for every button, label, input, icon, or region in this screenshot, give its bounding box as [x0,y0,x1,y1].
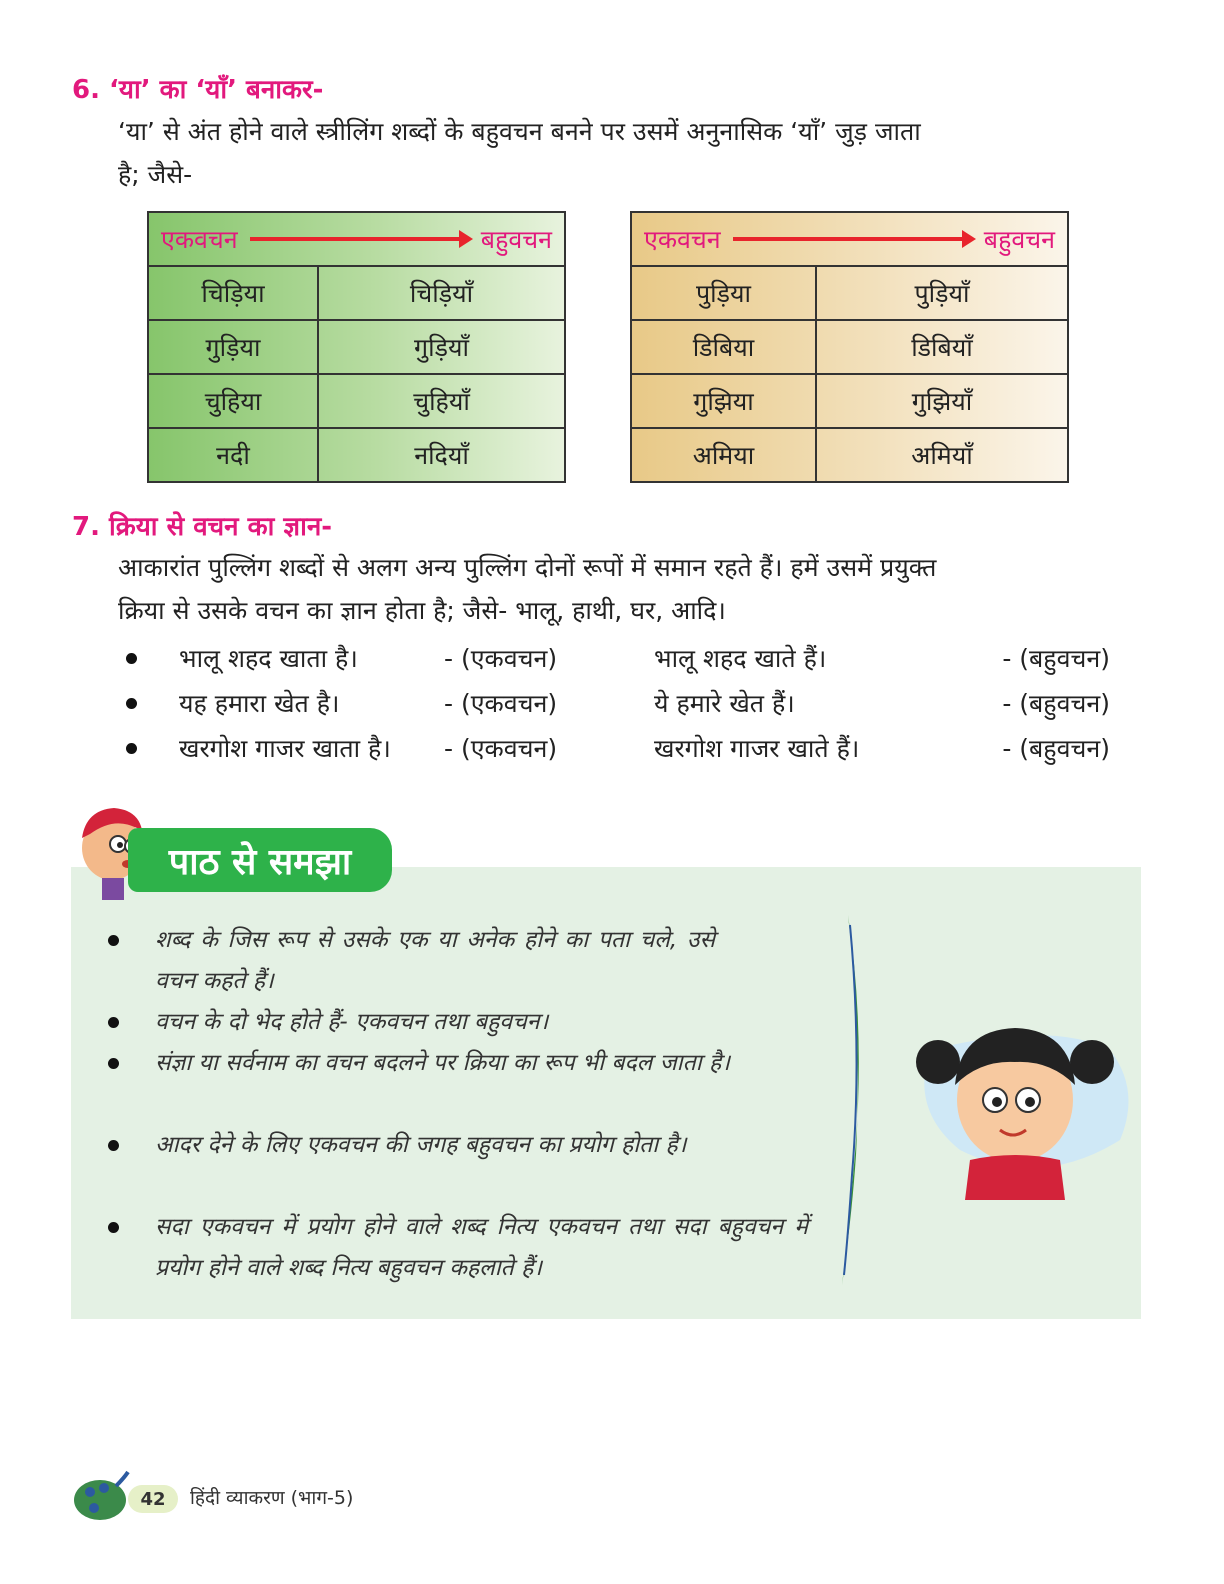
summary-item-text: आदर देने के लिए एकवचन की जगह बहुवचन का प्रयोग होता है। [155,1132,687,1158]
table-row [631,428,1068,482]
summary-item-text: शब्द के जिस रूप से उसके एक या अनेक होने का पता चले, उसे वचन कहते हैं। [155,927,715,994]
cell-plural: गुड़ियाँ [318,320,565,374]
bullet-icon [108,1017,119,1028]
cell-singular: नदी [148,428,318,482]
section-6-desc-line-1: ‘या’ से अंत होने वाले स्त्रीलिंग शब्दों के बहुवचन बनने पर उसमें अनुनासिक ‘याँ’ जुड़ जाता [118,117,921,146]
cell-plural: नदियाँ [318,428,565,482]
cell-plural: डिबियाँ [816,320,1068,374]
table-header [631,212,1068,266]
example-plural-tag: - (बहुवचन) [1002,689,1110,718]
girl-illustration [900,990,1141,1200]
table-row [148,428,565,482]
table-green [147,211,566,483]
summary-item [108,920,808,1002]
cell-singular: चिड़िया [148,266,318,320]
example-row [120,726,1110,770]
cell-singular: डिबिया [631,320,816,374]
arrow-right-icon [733,237,972,241]
table-row [631,320,1068,374]
table-row [148,374,565,428]
table-row [631,266,1068,320]
bullet-icon [126,653,137,664]
page-number: 42 [128,1485,178,1513]
example-singular: भालू शहद खाता है। [179,644,358,673]
example-row [120,636,1110,680]
table-tan [630,211,1069,483]
cell-singular: चुहिया [148,374,318,428]
section-7-desc-line-2: क्रिया से उसके वचन का ज्ञान होता है; जैसे- भालू, हाथी, घर, आदि। [118,596,726,625]
example-singular: खरगोश गाजर खाता है। [179,734,391,763]
cell-singular: अमिया [631,428,816,482]
cell-singular: गुझिया [631,374,816,428]
section-6-heading: 6. ‘या’ का ‘याँ’ बनाकर- [72,75,324,105]
table-row [631,374,1068,428]
header-plural: बहुवचन [480,225,552,254]
section-7-description [118,546,1143,632]
section-7-heading: 7. क्रिया से वचन का ज्ञान- [72,512,333,542]
cell-plural: चुहियाँ [318,374,565,428]
bullet-icon [108,1058,119,1069]
cell-plural: गुझियाँ [816,374,1068,428]
section-7-desc-line-1: आकारांत पुल्लिंग शब्दों से अलग अन्य पुल्लिंग दोनों रूपों में समान रहते हैं। हमें उसमें प्रयुक्त [118,553,937,582]
cell-singular: पुड़िया [631,266,816,320]
header-singular: एकवचन [644,225,721,254]
example-row [120,681,1110,725]
cell-singular: गुड़िया [148,320,318,374]
summary-item [108,1043,808,1084]
grass-blade-decoration [836,915,866,1285]
header-plural: बहुवचन [983,225,1055,254]
summary-item [108,1002,808,1043]
cell-plural: चिड़ियाँ [318,266,565,320]
bullet-icon [108,1140,119,1151]
table-row [148,320,565,374]
example-singular-tag: - (एकवचन) [444,644,558,673]
summary-item-text: सदा एकवचन में प्रयोग होने वाले शब्द नित्य एकवचन तथा सदा बहुवचन में प्रयोग होने वाले शब्द नित्य बहुवचन कहलाते हैं। [155,1214,808,1281]
bullet-icon [126,698,137,709]
example-singular: यह हमारा खेत है। [179,689,340,718]
section-6-description [118,110,1143,196]
header-singular: एकवचन [161,225,238,254]
book-title: हिंदी व्याकरण (भाग-5) [190,1487,354,1509]
bullet-icon [108,935,119,946]
section-6-desc-line-2: है; जैसे- [118,160,193,189]
bullet-icon [126,743,137,754]
table-row [148,266,565,320]
bullet-icon [108,1222,119,1233]
example-plural: भालू शहद खाते हैं। [654,644,827,673]
cell-plural: अमियाँ [816,428,1068,482]
summary-item-text: संज्ञा या सर्वनाम का वचन बदलने पर क्रिया का रूप भी बदल जाता है। [155,1050,730,1076]
summary-item [108,1125,808,1166]
example-singular-tag: - (एकवचन) [444,734,558,763]
summary-badge: पाठ से समझा [128,828,392,892]
summary-item-text: वचन के दो भेद होते हैं- एकवचन तथा बहुवचन। [155,1009,549,1035]
summary-item [108,1207,808,1289]
table-header [148,212,565,266]
arrow-right-icon [250,237,469,241]
example-plural-tag: - (बहुवचन) [1002,644,1110,673]
example-plural: खरगोश गाजर खाते हैं। [654,734,860,763]
example-plural: ये हमारे खेत हैं। [654,689,795,718]
example-plural-tag: - (बहुवचन) [1002,734,1110,763]
cell-plural: पुड़ियाँ [816,266,1068,320]
example-singular-tag: - (एकवचन) [444,689,558,718]
